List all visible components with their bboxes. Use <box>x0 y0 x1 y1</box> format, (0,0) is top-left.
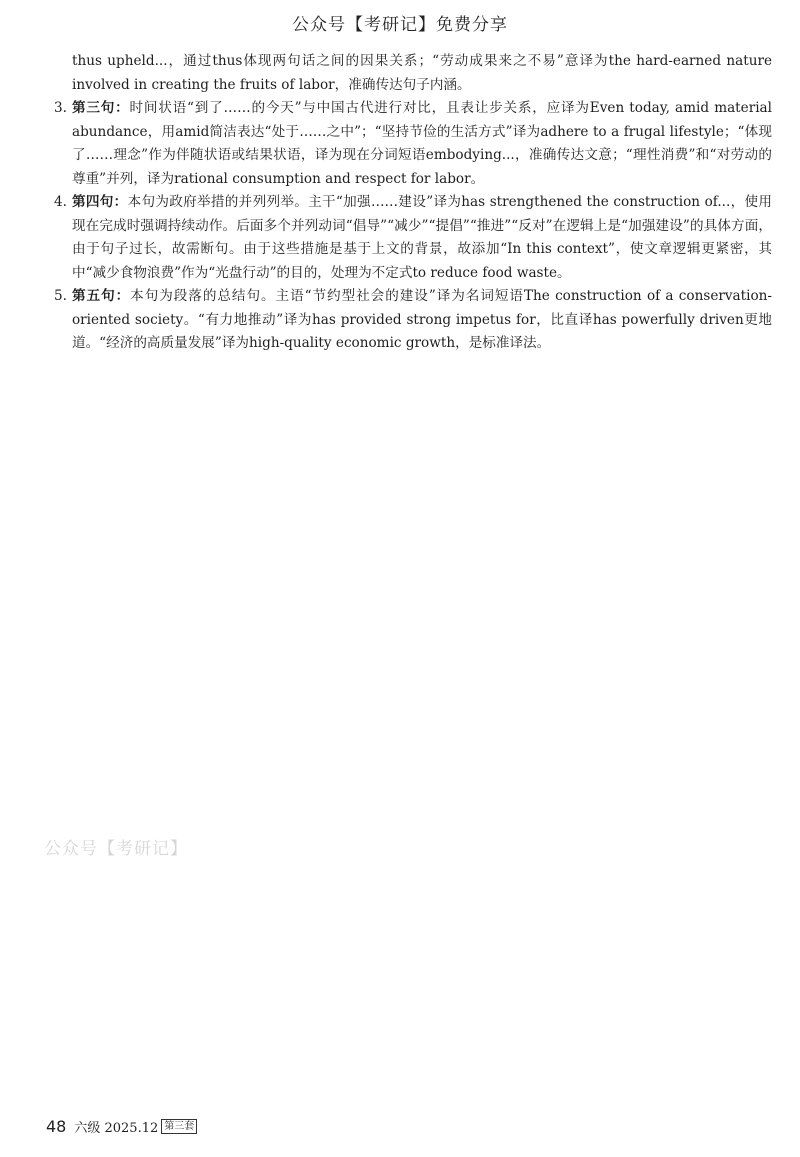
watermark: 公众号【考研记】 <box>44 839 188 859</box>
issue-label: 六级 2025.12 <box>74 1121 159 1136</box>
list-number: 4. <box>54 194 67 210</box>
item-label: 第五句： <box>72 288 131 304</box>
list-item-5 <box>54 285 772 356</box>
volume-badge: 第三套 <box>161 1119 197 1134</box>
item-label: 第四句： <box>72 194 128 210</box>
item-text: 时间状语“到了……的今天”与中国古代进行对比，且表让步关系，应译为Even today, amid material abundance，用amid简洁表达“处于……之中”；“坚持节俭的生活方式”译为adhere to a frugal lifestyle；“体现了……理念”作为伴随状语或结果状语，译为现在分词短语embodying...，准确传达文意；“理性消费”和“对劳动的尊重”并列，译为rational consumption and respect for labor。 <box>72 100 772 187</box>
list-item-3 <box>54 97 772 191</box>
page-footer <box>46 1117 197 1136</box>
item-text: 本句为段落的总结句。主语“节约型社会的建设”译为名词短语The construction of a conservation-oriented society。“有力地推动”译为has provided strong impetus for，比直译has powerfully driven更地道。“经济的高质量发展”译为high-quality economic growth，是标准译法。 <box>72 288 772 351</box>
item-label: 第三句： <box>72 100 130 116</box>
list-number: 3. <box>54 100 67 116</box>
page-header: 公众号【考研记】免费分享 <box>292 15 508 35</box>
list-item-4 <box>54 191 772 285</box>
continuation-paragraph: thus upheld...，通过thus体现两句话之间的因果关系；“劳动成果来之不易”意译为the hard-earned nature involved in creating the fruits of labor，准确传达句子内涵。 <box>72 53 772 93</box>
item-text: 本句为政府举措的并列列举。主干“加强……建设”译为has strengthened the construction of...，使用现在完成时强调持续动作。后面多个并列动词“倡导”“减少”“提倡”“推进”“反对”在逻辑上是“加强建设”的具体方面，由于句子过长，故需断句。由于这些措施是基于上文的背景，故添加“In this context”，使文章逻辑更紧密，其中“减少食物浪费”作为“光盘行动”的目的，处理为不定式to reduce food waste。 <box>72 194 772 281</box>
document-body <box>54 50 772 356</box>
list-number: 5. <box>54 288 67 304</box>
page-number: 48 <box>46 1117 67 1136</box>
